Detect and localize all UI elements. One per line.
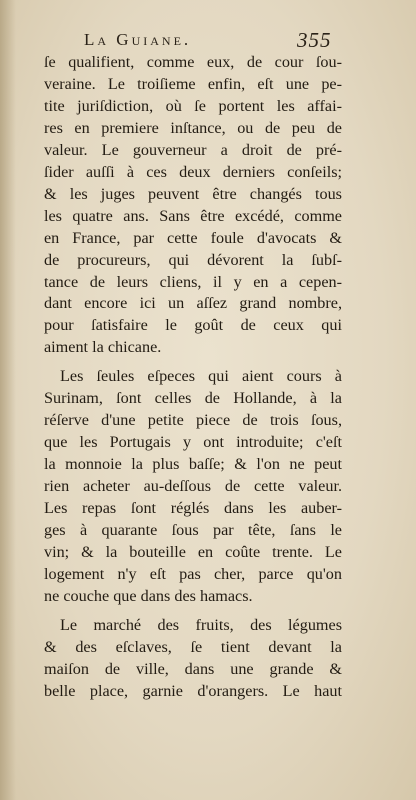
text-line: logement n'y eſt pas cher, parce qu'on (44, 564, 342, 583)
text-line: belle place, garnie d'orangers. Le haut (44, 681, 342, 700)
page-number: 355 (297, 28, 332, 52)
text-line: pour ſatisfaire le goût de ceux qui (44, 316, 342, 335)
text-line: réſerve d'une petite piece de trois ſous, (44, 411, 342, 430)
paragraph (44, 366, 342, 607)
text-line: de procureurs, qui dévorent la ſubſ- (44, 250, 342, 269)
text-line: que les Portugais y ont introduite; c'eſt (44, 433, 342, 452)
text-line: & les juges peuvent être changés tous (44, 184, 342, 203)
text-line: maiſon de ville, dans une grande & (44, 659, 342, 678)
text-line: rien acheter au-deſſous de cette valeur. (44, 477, 342, 496)
text-line: la monnoie la plus baſſe; & l'on ne peut (44, 455, 342, 474)
page-gutter-shadow (0, 0, 16, 800)
text-line: & des eſclaves, ſe tient devant la (44, 637, 342, 656)
body-text (44, 52, 342, 703)
paragraph (44, 52, 342, 359)
paragraph (44, 615, 342, 703)
text-line: ſe qualifient, comme eux, de cour ſou- (44, 53, 342, 71)
text-line: Surinam, ſont celles de Hollande, à la (44, 389, 342, 408)
text-line: tite juriſdiction, où ſe portent les affai- (44, 96, 342, 115)
text-line: ges à quarante ſous par tête, ſans le (44, 521, 342, 540)
text-line: aiment la chicane. (44, 338, 162, 357)
text-line: res en premiere inſtance, ou de peu de (44, 118, 342, 137)
text-line: tance de leurs cliens, il y en a cepen- (44, 272, 342, 291)
text-line: Les repas ſont réglés dans les auber- (44, 499, 342, 518)
text-line: ne couche que dans des hamacs. (44, 586, 253, 605)
text-line: dant encore ici un aſſez grand nombre, (44, 294, 342, 313)
text-line: Le marché des fruits, des légumes (60, 615, 342, 634)
text-line: les quatre ans. Sans être excédé, comme (44, 206, 342, 225)
text-line: en France, par cette foule d'avocats & (44, 228, 342, 247)
text-line: valeur. Le gouverneur a droit de pré- (44, 140, 342, 159)
running-title: La Guiane. (84, 30, 192, 49)
text-line: ſider auſſi à ces deux derniers conſeils; (44, 162, 342, 181)
text-line: Les ſeules eſpeces qui aient cours à (60, 367, 342, 386)
text-line: vin; & la bouteille en coûte trente. Le (44, 542, 342, 561)
text-line: veraine. Le troiſieme enfin, eſt une pe- (44, 74, 342, 93)
